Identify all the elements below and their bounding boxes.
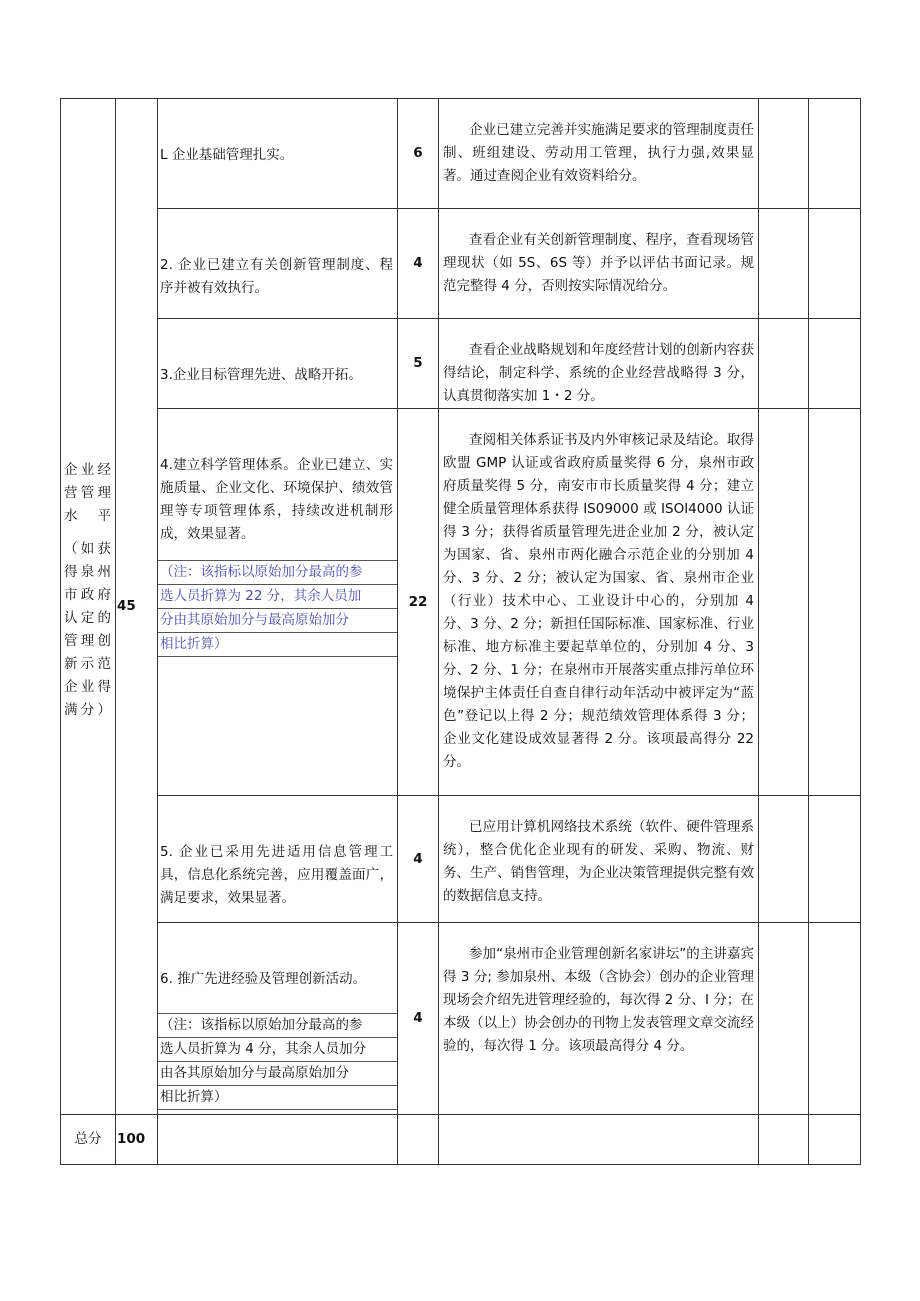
blank-cell — [809, 796, 861, 923]
criteria-text: 企业已建立完善并实施满足要求的管理制度责任制、班组建设、劳动用工管理，执行力强,效果显著。通过查阅企业有效资料给分。 — [443, 122, 754, 184]
item-cell — [158, 409, 398, 796]
table-row — [61, 319, 861, 409]
item-note-line: 分由其原始加分与最高原始加分 — [158, 609, 397, 633]
item-text: 5. 企业已采用先进适用信息管理工具，信息化系统完善，应用覆盖面广，满足要求，效果显著。 — [160, 844, 393, 906]
blank-cell — [809, 209, 861, 319]
blank-cell — [759, 319, 809, 409]
item-note-line: 相比折算） — [158, 633, 397, 657]
total-label: 总分 — [61, 1115, 116, 1165]
table-row — [61, 923, 861, 1115]
item-score: 6 — [398, 99, 439, 209]
item-text: 3.企业目标管理先进、战略开拓。 — [160, 367, 362, 383]
criteria-cell — [439, 319, 759, 409]
item-cell — [158, 796, 398, 923]
item-note-line: 选人员折算为 22 分，其余人员加 — [158, 585, 397, 609]
blank-cell — [439, 1115, 759, 1165]
blank-cell — [809, 409, 861, 796]
item-text: 4.建立科学管理体系。企业已建立、实施质量、企业文化、环境保护、绩效管理等专项管理体系，持续改进机制形成，效果显著。 — [160, 457, 393, 542]
item-cell — [158, 923, 398, 1115]
item-cell — [158, 209, 398, 319]
blank-cell — [759, 99, 809, 209]
blank-cell — [398, 1115, 439, 1165]
blank-cell — [809, 319, 861, 409]
item-score: 22 — [398, 409, 439, 796]
item-note-line: 选人员折算为 4 分，其余人员加分 — [158, 1038, 397, 1062]
table-row — [61, 99, 861, 209]
item-cell — [158, 99, 398, 209]
category-cell — [61, 99, 116, 1115]
table-row — [61, 409, 861, 796]
category-note: （如获得泉州市政府认定的管理创新示范企业得满分） — [64, 541, 112, 718]
criteria-text: 查看企业战略规划和年度经营计划的创新内容获得结论，制定科学、系统的企业经营战略得 3 分，认真贯彻落实加 1・2 分。 — [443, 342, 754, 404]
item-score: 5 — [398, 319, 439, 409]
criteria-text: 查阅相关体系证书及内外审核记录及结论。取得欧盟 GMP 认证或省政府质量奖得 6 分，泉州市政府质量奖得 5 分，南安市市长质量奖得 4 分；建立健全质量管理体系获得 IS09000 或 ISOI4000 认证得 3 分；获得省质量管理先进企业加 2 分，被认定为国家、省、泉州市两化融合示范企业的分别加 4 分、3 分、2 分；被认定为国家、省、泉州市企业（行业）技术中心、工业设计中心的，分别加 4 分、3 分、2 分；新担任国际标准、国家标准、行业标准、地方标准主要起草单位的，分别加 4 分、3 分、2 分、1 分；在泉州市开展落实重点排污单位环境保护主体责任自查自律行动年活动中被评定为“蓝色”登记以上得 2 分；规范绩效管理体系得 3 分；企业文化建设成效显著得 2 分。该项最高得分 22 分。 — [443, 432, 754, 770]
table-row — [61, 209, 861, 319]
item-note-line: （注：该指标以原始加分最高的参 — [158, 1013, 397, 1038]
item-score: 4 — [398, 796, 439, 923]
criteria-cell — [439, 923, 759, 1115]
blank-cell — [759, 209, 809, 319]
item-note-line: 由各其原始加分与最高原始加分 — [158, 1062, 397, 1086]
criteria-cell — [439, 409, 759, 796]
blank-cell — [759, 1115, 809, 1165]
blank-cell — [759, 923, 809, 1115]
blank-cell — [759, 409, 809, 796]
criteria-text: 查看企业有关创新管理制度、程序，查看现场管理现状（如 5S、6S 等）并予以评估书面记录。规范完整得 4 分，否则按实际情况给分。 — [443, 232, 754, 294]
item-text: 6. 推广先进经验及管理创新活动。 — [160, 971, 367, 987]
criteria-text: 已应用计算机网络技术系统（软件、硬件管理系统），整合优化企业现有的研发、采购、物流、财务、生产、销售管理，为企业决策管理提供完整有效的数据信息支持。 — [443, 819, 754, 904]
blank-cell — [809, 99, 861, 209]
blank-cell — [158, 1115, 398, 1165]
criteria-cell — [439, 99, 759, 209]
category-weight: 45 — [116, 99, 158, 1115]
item-note-line: （注：该指标以原始加分最高的参 — [158, 560, 397, 585]
table-row — [61, 796, 861, 923]
item-score: 4 — [398, 923, 439, 1115]
criteria-cell — [439, 209, 759, 319]
total-row — [61, 1115, 861, 1165]
item-note-line: 相比折算） — [158, 1086, 397, 1110]
criteria-text: 参加“泉州市企业管理创新名家讲坛”的主讲嘉宾得 3 分; 参加泉州、本级（含协会）创办的企业管理现场会介绍先进管理经验的，每次得 2 分、I 分；在本级（以上）协会创办的刊物上发表管理文章交流经验的，每次得 1 分。该项最高得分 4 分。 — [443, 946, 754, 1054]
item-cell — [158, 319, 398, 409]
criteria-cell — [439, 796, 759, 923]
blank-cell — [809, 1115, 861, 1165]
category-name: 企业经营管理水平 — [64, 462, 112, 524]
item-text: 2. 企业已建立有关创新管理制度、程序并被有效执行。 — [160, 257, 393, 296]
total-value: 100 — [116, 1115, 158, 1165]
blank-cell — [759, 796, 809, 923]
item-score: 4 — [398, 209, 439, 319]
scoring-table — [60, 98, 861, 1165]
item-text: L 企业基础管理扎实。 — [160, 147, 294, 163]
blank-cell — [809, 923, 861, 1115]
